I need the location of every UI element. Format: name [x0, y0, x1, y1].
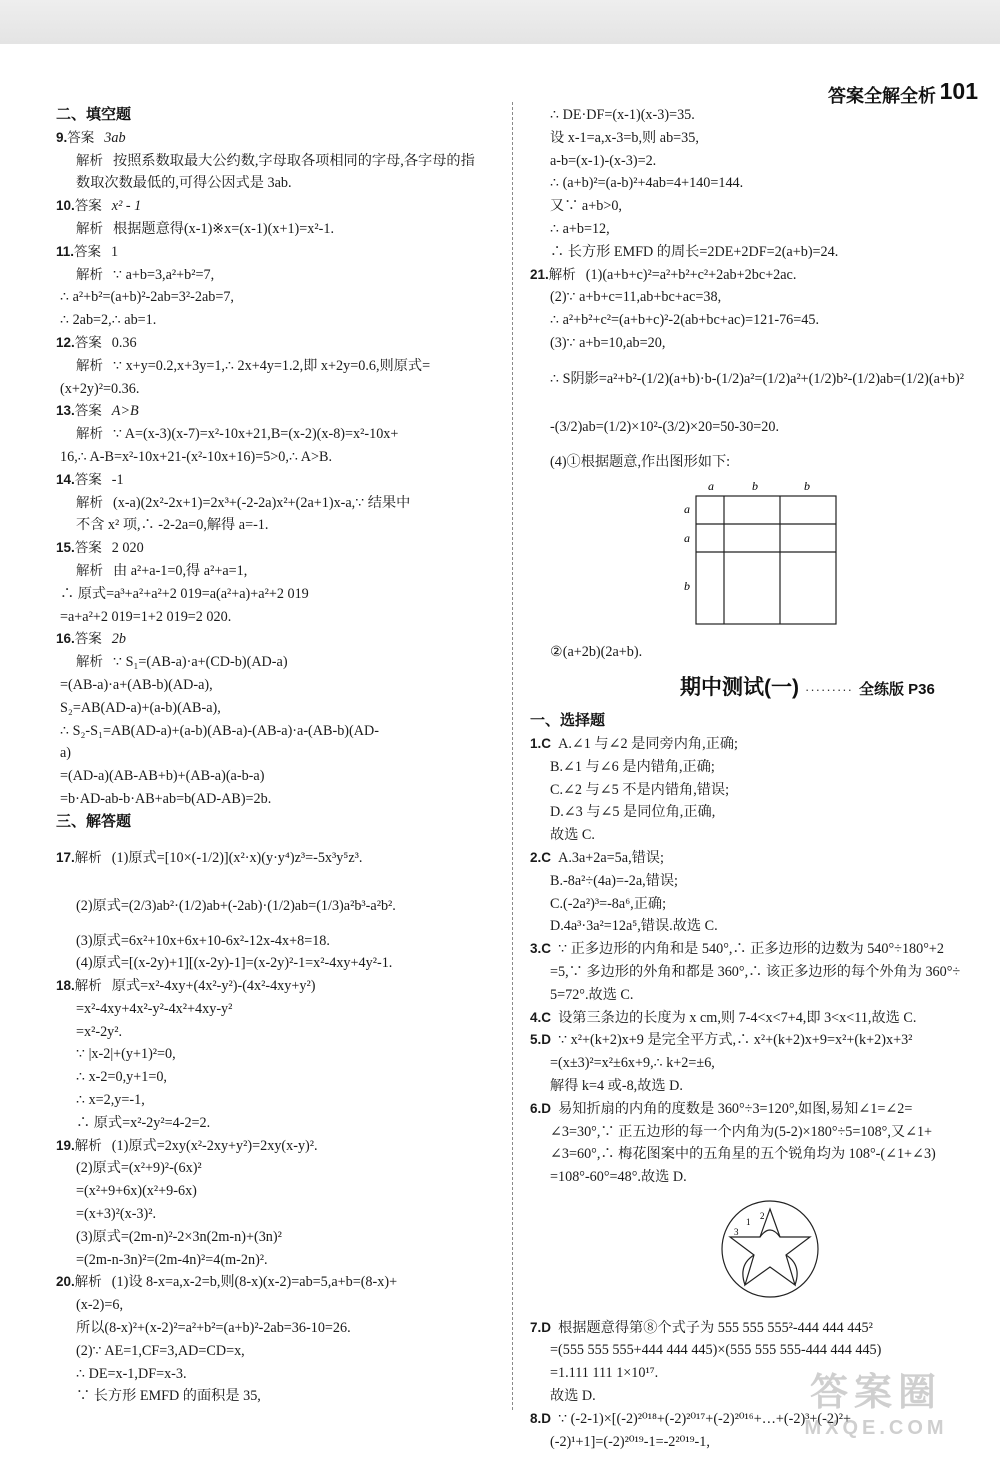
- c7-line-1: [530, 1317, 982, 1340]
- text-line: ∵ x+y=0.2,x+3y=1,∴ 2x+4y=1.2,即 x+2y=0.6,则原式=: [113, 357, 431, 374]
- answer-tag: 答案: [74, 403, 102, 419]
- question-number: 13.: [56, 403, 75, 419]
- q17-line-1: [56, 834, 502, 882]
- question-number: 19.: [56, 1137, 75, 1153]
- text-line: ∴ 原式=a³+a²+a²+2 019=a(a²+a)+a²+2 019: [60, 585, 309, 602]
- analysis-tag: 解析: [76, 220, 103, 236]
- answer-value: 1: [111, 243, 119, 260]
- text-line: (2)原式=(2/3)ab²·(1/2)ab+(-2ab)·(1/2)ab=(1/3)a²b³-a²b².: [76, 897, 396, 914]
- question-number: 8.D: [530, 1410, 552, 1426]
- question-number: 5.D: [530, 1032, 552, 1048]
- text-line: ②(a+2b)(2a+b).: [550, 644, 643, 661]
- text-line: (1)原式=2xy(x²-2xy+y²)=2xy(x-y)².: [111, 1137, 318, 1154]
- question-number: 1.C: [530, 735, 552, 751]
- angle-label-2: 2: [760, 1210, 765, 1221]
- text-line: ∴ DE=x-1,DF=x-3.: [76, 1365, 187, 1382]
- c3-line-1: [530, 938, 982, 961]
- text-line: =(x±3)²=x²±6x+9,∴ k+2=±6,: [550, 1055, 715, 1072]
- text-line: ∴ (a+b)²=(a-b)²+4ab=4+140=144.: [550, 175, 744, 192]
- answer-tag: 答案: [67, 129, 95, 145]
- top-margin-strip: [0, 0, 1000, 44]
- star-in-circle-figure: [716, 1195, 824, 1303]
- analysis-tag: 解析: [74, 1274, 102, 1290]
- text-line: =108°-60°=48°.故选 D.: [550, 1169, 687, 1186]
- text-line: (x-2)=6,: [76, 1297, 124, 1314]
- test-title: 期中测试(一): [680, 676, 799, 700]
- site-watermark: [776, 1369, 976, 1459]
- question-number: 10.: [56, 198, 75, 214]
- text-line: 由 a²+a-1=0,得 a²+a=1,: [113, 562, 248, 579]
- angle-label-3: 3: [734, 1226, 739, 1237]
- label-top-b1: b: [752, 478, 758, 493]
- section-heading-choice: 一、选择题: [530, 712, 606, 730]
- answer-tag: 答案: [74, 631, 102, 647]
- question-number: 17.: [56, 849, 75, 865]
- question-number: 16.: [56, 631, 75, 647]
- text-line: a): [60, 745, 72, 762]
- analysis-tag: 解析: [74, 978, 102, 994]
- text-line: 根据题意得第⑧个式子为 555 555 555²-444 444 445²: [558, 1319, 873, 1336]
- question-number: 4.C: [530, 1009, 552, 1025]
- text-line: 又∵ a+b>0,: [550, 198, 622, 215]
- label-top-a: a: [708, 478, 714, 493]
- answer-value: 2 020: [111, 540, 144, 557]
- text-line: (2)∵ AE=1,CF=3,AD=CD=x,: [76, 1342, 245, 1359]
- analysis-tag: 解析: [76, 494, 103, 510]
- text-line: 按照系数取最大公约数,字母取各项相同的字母,各字母的指: [113, 152, 475, 169]
- question-number: 20.: [56, 1274, 75, 1290]
- watermark-domain: MXQE.COM: [804, 1417, 948, 1439]
- question-number: 12.: [56, 334, 75, 350]
- text-line: (x+2y)²=0.36.: [60, 380, 140, 397]
- q11-analysis-line: [56, 264, 502, 287]
- practice-reference: 全练版 P36: [858, 681, 935, 699]
- question-number: 2.C: [530, 849, 552, 865]
- figure-intro: (4)①根据题意,作出图形如下:: [550, 453, 731, 470]
- question-number: 7.D: [530, 1319, 552, 1335]
- text-line: =b·AD-ab-b·AB+ab=b(AD-AB)=2b.: [60, 790, 272, 807]
- c2-line-1: [530, 847, 982, 870]
- question-number: 15.: [56, 540, 75, 556]
- text-line: =(2m-n-3n)²=(2m-4n)²=4(m-2n)².: [76, 1251, 268, 1268]
- text-line: (2)∵ a+b+c=11,ab+bc+ac=38,: [550, 289, 722, 306]
- shaded-area-line: ∴ S阴影=a²+b²-(1/2)(a+b)·b-(1/2)a²=(1/2)a²+(1/2)b²-(1/2)ab=(1/2)(a+b)²: [550, 370, 964, 387]
- q9-answer-line: [56, 127, 502, 150]
- text-line: ∴ x=2,y=-1,: [76, 1092, 145, 1109]
- answer-value: x² - 1: [111, 198, 142, 215]
- test-heading: [530, 668, 982, 708]
- text-line: =1.111 111 1×10¹⁷.: [550, 1365, 659, 1382]
- answer-tag: 答案: [74, 334, 102, 350]
- analysis-tag: 解析: [76, 654, 103, 670]
- q16-answer-line: [56, 628, 502, 651]
- analysis-tag: 解析: [76, 152, 103, 168]
- q11-answer-line: [56, 241, 502, 264]
- answer-tag: 答案: [74, 540, 102, 556]
- analysis-tag: 解析: [74, 849, 102, 865]
- text-line: A.3a+2a=5a,错误;: [558, 849, 664, 866]
- text-line: D.∠3 与∠5 是同位角,正确,: [550, 804, 716, 821]
- text-line: (3)∵ a+b=10,ab=20,: [550, 334, 666, 351]
- q12-answer-line: [56, 332, 502, 355]
- c5-line-1: [530, 1029, 982, 1052]
- analysis-tag: 解析: [76, 266, 103, 282]
- text-line: 数取次数最低的,可得公因式是 3ab.: [76, 175, 292, 192]
- right-column: [530, 104, 982, 1453]
- text-line: ∵ 长方形 EMFD 的面积是 35,: [76, 1388, 261, 1405]
- watermark-logo-text: 答案圈: [809, 1372, 942, 1414]
- text-line: B.-8a²÷(4a)=-2a,错误;: [550, 872, 678, 889]
- q15-answer-line: [56, 537, 502, 560]
- question-number: 21.: [530, 266, 549, 282]
- answer-value: -1: [111, 471, 124, 488]
- c1-line-1: [530, 733, 982, 756]
- question-number: 3.C: [530, 941, 552, 957]
- text-line: (4)原式=[(x-2y)+1][(x-2y)-1]=(x-2y)²-1=x²-4xy+4y²-1.: [76, 955, 393, 972]
- text-line: ∴ a²+b²+c²=(a+b+c)²-2(ab+bc+ac)=121-76=45.: [550, 312, 819, 329]
- text-line: =(x²+9+6x)(x²+9-6x): [76, 1183, 197, 1200]
- answer-tag: 答案: [74, 198, 102, 214]
- text-line: ∠3=30°,∵ 正五边形的每一个内角为(5-2)×180°÷5=108°,又∠1+: [550, 1123, 933, 1140]
- text-line: =5,∵ 多边形的外角和都是 360°,∴ 该正多边形的每个外角为 360°÷: [550, 963, 961, 980]
- answer-value: 0.36: [111, 334, 137, 351]
- q15-analysis-line: [56, 560, 502, 583]
- running-title: 答案全解全析: [828, 86, 936, 106]
- question-number: 14.: [56, 471, 75, 487]
- text-line: A.∠1 与∠2 是同旁内角,正确;: [558, 735, 738, 752]
- text-line: ∴ x-2=0,y+1=0,: [76, 1069, 167, 1086]
- q10-analysis-line: [56, 218, 502, 241]
- grid-outer: [696, 496, 836, 624]
- text-line: 不含 x² 项,∴ -2-2a=0,解得 a=-1.: [76, 517, 269, 534]
- text-line: ∵ A=(x-3)(x-7)=x²-10x+21,B=(x-2)(x-8)=x²-10x+: [113, 426, 399, 443]
- q12-analysis-line: [56, 355, 502, 378]
- text-line: 设 x-1=a,x-3=b,则 ab=35,: [550, 129, 699, 146]
- text-line: ∵ |x-2|+(y+1)²=0,: [76, 1046, 176, 1063]
- text-line: (2)原式=(x²+9)²-(6x)²: [76, 1160, 202, 1177]
- angle-label-1: 1: [746, 1216, 751, 1227]
- analysis-tag: 解析: [74, 1137, 102, 1153]
- text-line: =(AB-a)·a+(AB-b)(AD-a),: [60, 676, 213, 693]
- q13-analysis-line: [56, 423, 502, 446]
- text-line: 设第三条边的长度为 x cm,则 7-4<x<7+4,即 3<x<11,故选 C.: [558, 1009, 917, 1026]
- text-line: D.4a³·3a²=12a⁵,错误.故选 C.: [550, 918, 718, 935]
- text-line: C.∠2 与∠5 不是内错角,错误;: [550, 781, 730, 798]
- question-number: 9.: [56, 129, 68, 145]
- answer-value: A>B: [111, 403, 139, 420]
- text-line: 5=72°.故选 C.: [550, 986, 634, 1003]
- text-line: ∴ 长方形 EMFD 的周长=2DE+2DF=2(a+b)=24.: [550, 243, 839, 260]
- text-line: ∵ S₁=(AB-a)·a+(CD-b)(AD-a): [113, 654, 288, 671]
- q19-line-1: [56, 1135, 502, 1158]
- text-line: =(AD-a)(AB-AB+b)+(AB-a)(a-b-a): [60, 768, 265, 785]
- q16-analysis-line: [56, 651, 502, 674]
- answer-tag: 答案: [74, 471, 102, 487]
- text-line: ∴ 原式=x²-2y²=4-2=2.: [76, 1114, 211, 1131]
- answer-tag: 答案: [74, 243, 102, 259]
- section-heading-solve: 三、解答题: [56, 812, 132, 830]
- fan-arc-1: [760, 1230, 780, 1237]
- text-line: =(x+3)²(x-3)².: [76, 1206, 157, 1223]
- c4-line-1: [530, 1007, 982, 1030]
- text-line: =(555 555 555+444 444 445)×(555 555 555-444 444 445): [550, 1342, 882, 1359]
- text-line: S₂=AB(AD-a)+(a-b)(AB-a),: [60, 699, 221, 716]
- q21-line-1: [530, 264, 982, 287]
- text-line: =a+a²+2 019=1+2 019=2 020.: [60, 608, 232, 625]
- text-line: (-2)¹+1]=(-2)²⁰¹⁹-1=-2²⁰¹⁹-1,: [550, 1433, 710, 1450]
- text-line: C.(-2a²)³=-8a⁶,正确;: [550, 895, 667, 912]
- text-line: 故选 C.: [550, 827, 595, 844]
- outer-circle: [722, 1201, 818, 1297]
- text-line: 16,∴ A-B=x²-10x+21-(x²-10x+16)=5>0,∴ A>B.: [60, 448, 332, 465]
- section-heading-fill-blank: 二、填空题: [56, 106, 132, 123]
- text-line: ∵ a+b=3,a²+b²=7,: [113, 266, 215, 283]
- five-point-star: [730, 1209, 810, 1285]
- text-line: B.∠1 与∠6 是内错角,正确;: [550, 758, 715, 775]
- text-line: 原式=x²-4xy+(4x²-y²)-(4x²-4xy+y²): [111, 978, 316, 995]
- text-line: (1)设 8-x=a,x-2=b,则(8-x)(x-2)=ab=5,a+b=(8-x)+: [111, 1274, 398, 1291]
- q14-answer-line: [56, 469, 502, 492]
- text-line: =x²-2y².: [76, 1023, 123, 1040]
- analysis-tag: 解析: [76, 357, 103, 373]
- text-line: (1)(a+b+c)²=a²+b²+c²+2ab+2bc+2ac.: [585, 266, 797, 283]
- label-side-a1: a: [684, 501, 690, 516]
- text-line: (3)原式=6x²+10x+6x+10-6x²-12x-4x+8=18.: [76, 932, 330, 949]
- text-line: (3)原式=(2m-n)²-2×3n(2m-n)+(3n)²: [76, 1228, 282, 1245]
- label-top-b2: b: [804, 478, 810, 493]
- leader-dots: ·········: [805, 682, 853, 698]
- text-line: ∵ 正多边形的内角和是 540°,∴ 正多边形的边数为 540°÷180°+2: [558, 941, 944, 958]
- q14-analysis-line: [56, 492, 502, 515]
- answer-value: 2b: [111, 631, 126, 648]
- analysis-tag: 解析: [548, 266, 576, 282]
- text-line: 故选 D.: [550, 1388, 596, 1405]
- text-line: 所以(8-x)²+(x-2)²=a²+b²=(a+b)²-2ab=36-10=26.: [76, 1320, 351, 1337]
- text-line: 根据题意得(x-1)※x=(x-1)(x+1)=x²-1.: [113, 220, 334, 237]
- label-side-a2: a: [684, 530, 690, 545]
- text-line: ∴ a+b=12,: [550, 220, 610, 237]
- q18-line-1: [56, 975, 502, 998]
- question-number: 11.: [56, 243, 75, 259]
- q9-analysis-line: [56, 150, 502, 173]
- text-line: ∴ 2ab=2,∴ ab=1.: [60, 312, 157, 329]
- text-line: ∵ x²+(k+2)x+9 是完全平方式,∴ x²+(k+2)x+9=x²+(k+2)x+3²: [558, 1032, 913, 1049]
- text-line: (1)原式=[10×(-1/2)](x²·x)(y·y⁴)z³=-5x³y⁵z³.: [111, 849, 363, 866]
- column-divider: [512, 102, 513, 1410]
- q10-answer-line: [56, 195, 502, 218]
- left-column: [56, 104, 502, 1408]
- text-line: (x-a)(2x²-2x+1)=2x³+(-2-2a)x²+(2a+1)x-a,∵ 结果中: [113, 494, 411, 511]
- text-line: =x²-4xy+4x²-y²-4x²+4xy-y²: [76, 1000, 233, 1017]
- text-line: a-b=(x-1)-(x-3)=2.: [550, 152, 657, 169]
- answer-value: 3ab: [104, 129, 126, 146]
- text-line: ∴ DE·DF=(x-1)(x-3)=35.: [550, 107, 695, 123]
- analysis-tag: 解析: [76, 426, 103, 442]
- q20-line-1: [56, 1271, 502, 1294]
- c6-line-1: [530, 1098, 982, 1121]
- text-line: 解得 k=4 或-8,故选 D.: [550, 1077, 683, 1094]
- text-line: 易知折扇的内角的度数是 360°÷3=120°,如图,易知∠1=∠2=: [558, 1100, 913, 1117]
- label-side-b: b: [684, 578, 690, 593]
- text-line: ∵ (-2-1)×[(-2)²⁰¹⁸+(-2)²⁰¹⁷+(-2)²⁰¹⁶+…+(-2)³+(-2)²+: [558, 1410, 851, 1427]
- rectangle-grid-figure: [684, 478, 844, 628]
- analysis-tag: 解析: [76, 562, 103, 578]
- shaded-area-line-2: -(3/2)ab=(1/2)×10²-(3/2)×20=50-30=20.: [550, 418, 780, 435]
- text-line: ∴ S₂-S₁=AB(AD-a)+(a-b)(AB-a)-(AB-a)·a-(AB-b)(AD-: [60, 722, 379, 739]
- page-number: 101: [939, 78, 978, 104]
- q13-answer-line: [56, 400, 502, 423]
- question-number: 18.: [56, 978, 75, 994]
- text-line: ∴ a²+b²=(a+b)²-2ab=3²-2ab=7,: [60, 289, 234, 306]
- question-number: 6.D: [530, 1100, 552, 1116]
- text-line: ∠3=60°,∴ 梅花图案中的五角星的五个锐角均为 108°-(∠1+∠3): [550, 1146, 936, 1163]
